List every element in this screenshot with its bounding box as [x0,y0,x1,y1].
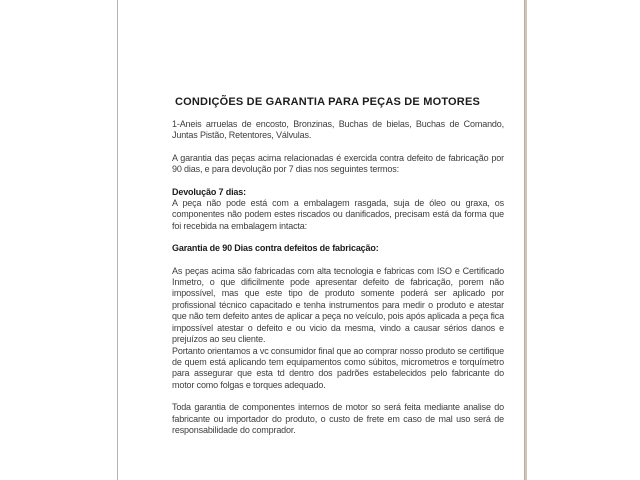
paragraph-fabrication-quality: As peças acima são fabricadas com alta tecnologia e fabricas com ISO e Certificado Inmetro, o que dificilmente pode apresentar defeito de fabricação, porem não impossível, mas que este tipo de produto somente poderá ser aplicado por profissional técnico capacitado e tenha instrumentos para medir o produto e atestar que não tem defeito antes de aplicar a peça no veículo, pois após aplicada a peça fica impossível atestar o defeito e ou vicio da mesma, vindo a causar sérios danos e prejuízos ao seu cliente. [172,265,504,345]
paragraph-warranty-analysis: Toda garantia de componentes internos de motor so será feita mediante analise do fabricante ou importador do produto, o custo de frete em caso de mal uso será de responsabilidade do comprador. [172,402,504,435]
paragraph-parts-list: 1-Aneis arruelas de encosto, Bronzinas, Buchas de bielas, Buchas de Comando, Juntas Pistão, Retentores, Válvulas. [172,119,504,141]
paragraph-warranty-terms: A garantia das peças acima relacionadas é exercida contra defeito de fabricação por 90 dias, e para devolução por 7 dias nos seguintes termos: [172,152,504,175]
heading-garantia-90-dias: Garantia de 90 Dias contra defeitos de fabricação: [172,243,379,254]
heading-devolucao-7-dias: Devolução 7 dias: [172,186,246,197]
left-page-margin-rule [117,0,118,480]
paragraph-consumer-guidance: Portanto orientamos a vc consumidor final que ao comprar nosso produto se certifique de quem está aplicando tem equipamentos como súbitos, micrometros e torquímetro para assegurar que esta td dentro dos padrões estabelecidos pelo fabricante do motor como folgas e torques adequado. [172,345,504,390]
document-title: CONDIÇÕES DE GARANTIA PARA PEÇAS DE MOTORES [175,96,481,108]
right-page-margin-rule [524,0,527,480]
paragraph-devolucao-conditions: A peça não pode está com a embalagem rasgada, suja de óleo ou graxa, os componentes não podem estes riscados ou danificados, precisam está da forma que foi recebida na embalagem intacta: [172,198,504,231]
document-body [172,96,504,447]
